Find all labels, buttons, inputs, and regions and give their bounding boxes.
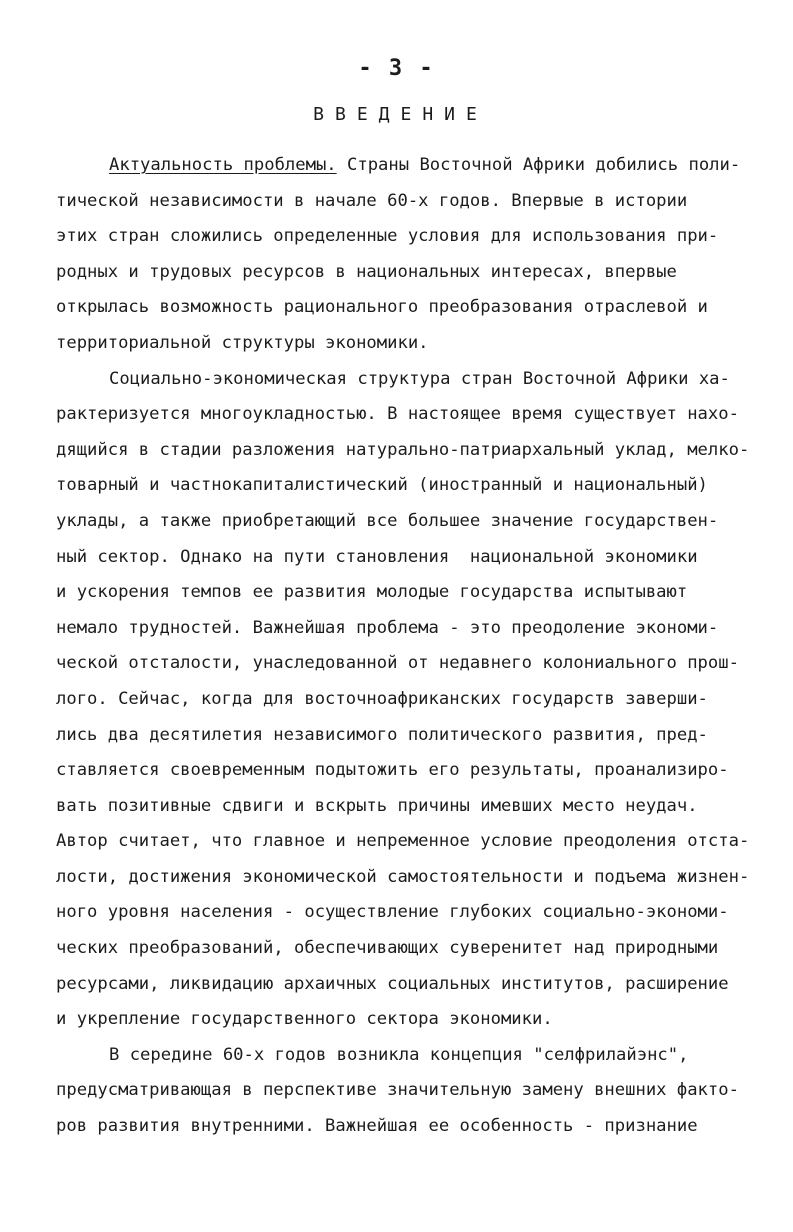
text-line [56, 148, 776, 184]
page-number: - 3 - [358, 56, 435, 81]
text-line: ресурсами, ликвидацию архаичных социальных институтов, расширение [56, 973, 729, 994]
text-line: ческой отсталости, унаследованной от недавнего колониального прош- [56, 653, 739, 674]
text-line: предусматривающая в перспективе значительную замену внешних факто- [56, 1080, 739, 1101]
body-text [56, 148, 776, 1145]
text-line: тической независимости в начале 60-х годов. Впервые в истории [56, 190, 688, 211]
text-line: территориальной структуры экономики. [56, 332, 429, 353]
page-title: ВВЕДЕНИЕ [313, 104, 488, 125]
text-line: лого. Сейчас, когда для восточноафриканских государств заверши- [56, 688, 708, 709]
text-line: ческих преобразований, обеспечивающих суверенитет над природными [56, 938, 719, 959]
text-line: В середине 60-х годов возникла концепция "селфрилайэнс", [109, 1044, 689, 1065]
text-line: товарный и частнокапиталистический (иностранный и национальный) [56, 475, 708, 496]
text-line-rest: Страны Восточной Африки добились поли- [336, 155, 741, 175]
text-line: ный сектор. Однако на пути становления национальной экономики [56, 546, 698, 567]
text-line: лись два десятилетия независимого политического развития, пред- [56, 724, 708, 745]
text-line: ного уровня населения - осуществление глубоких социально-экономи- [56, 902, 729, 923]
text-line: и ускорения темпов ее развития молодые государства испытывают [56, 582, 688, 603]
text-line: вать позитивные сдвиги и вскрыть причины имевших место неудач. [56, 795, 698, 816]
text-line: открылась возможность рационального преобразования отраслевой и [56, 297, 708, 318]
text-line: Автор считает, что главное и непременное условие преодоления отста- [56, 831, 750, 852]
text-line: Социально-экономическая структура стран Восточной Африки ха- [109, 368, 730, 389]
underlined-lead: Актуальность проблемы. [109, 155, 337, 175]
text-line: ставляется своевременным подытожить его результаты, проанализиро- [56, 760, 729, 781]
text-line: уклады, а также приобретающий все большее значение государствен- [56, 510, 719, 531]
text-line: рактеризуется многоукладностью. В настоящее время существует нахо- [56, 404, 739, 425]
text-line: лости, достижения экономической самостоятельности и подъема жизнен- [56, 866, 750, 887]
text-line: дящийся в стадии разложения натурально-патриархальный уклад, мелко- [56, 439, 750, 460]
text-line: и укрепление государственного сектора экономики. [56, 1009, 553, 1030]
text-line: ров развития внутренними. Важнейшая ее особенность - признание [56, 1116, 698, 1137]
text-line: немало трудностей. Важнейшая проблема - это преодоление экономи- [56, 617, 719, 638]
text-line: родных и трудовых ресурсов в национальных интересах, впервые [56, 261, 677, 282]
text-line: этих стран сложились определенные условия для использования при- [56, 226, 719, 247]
